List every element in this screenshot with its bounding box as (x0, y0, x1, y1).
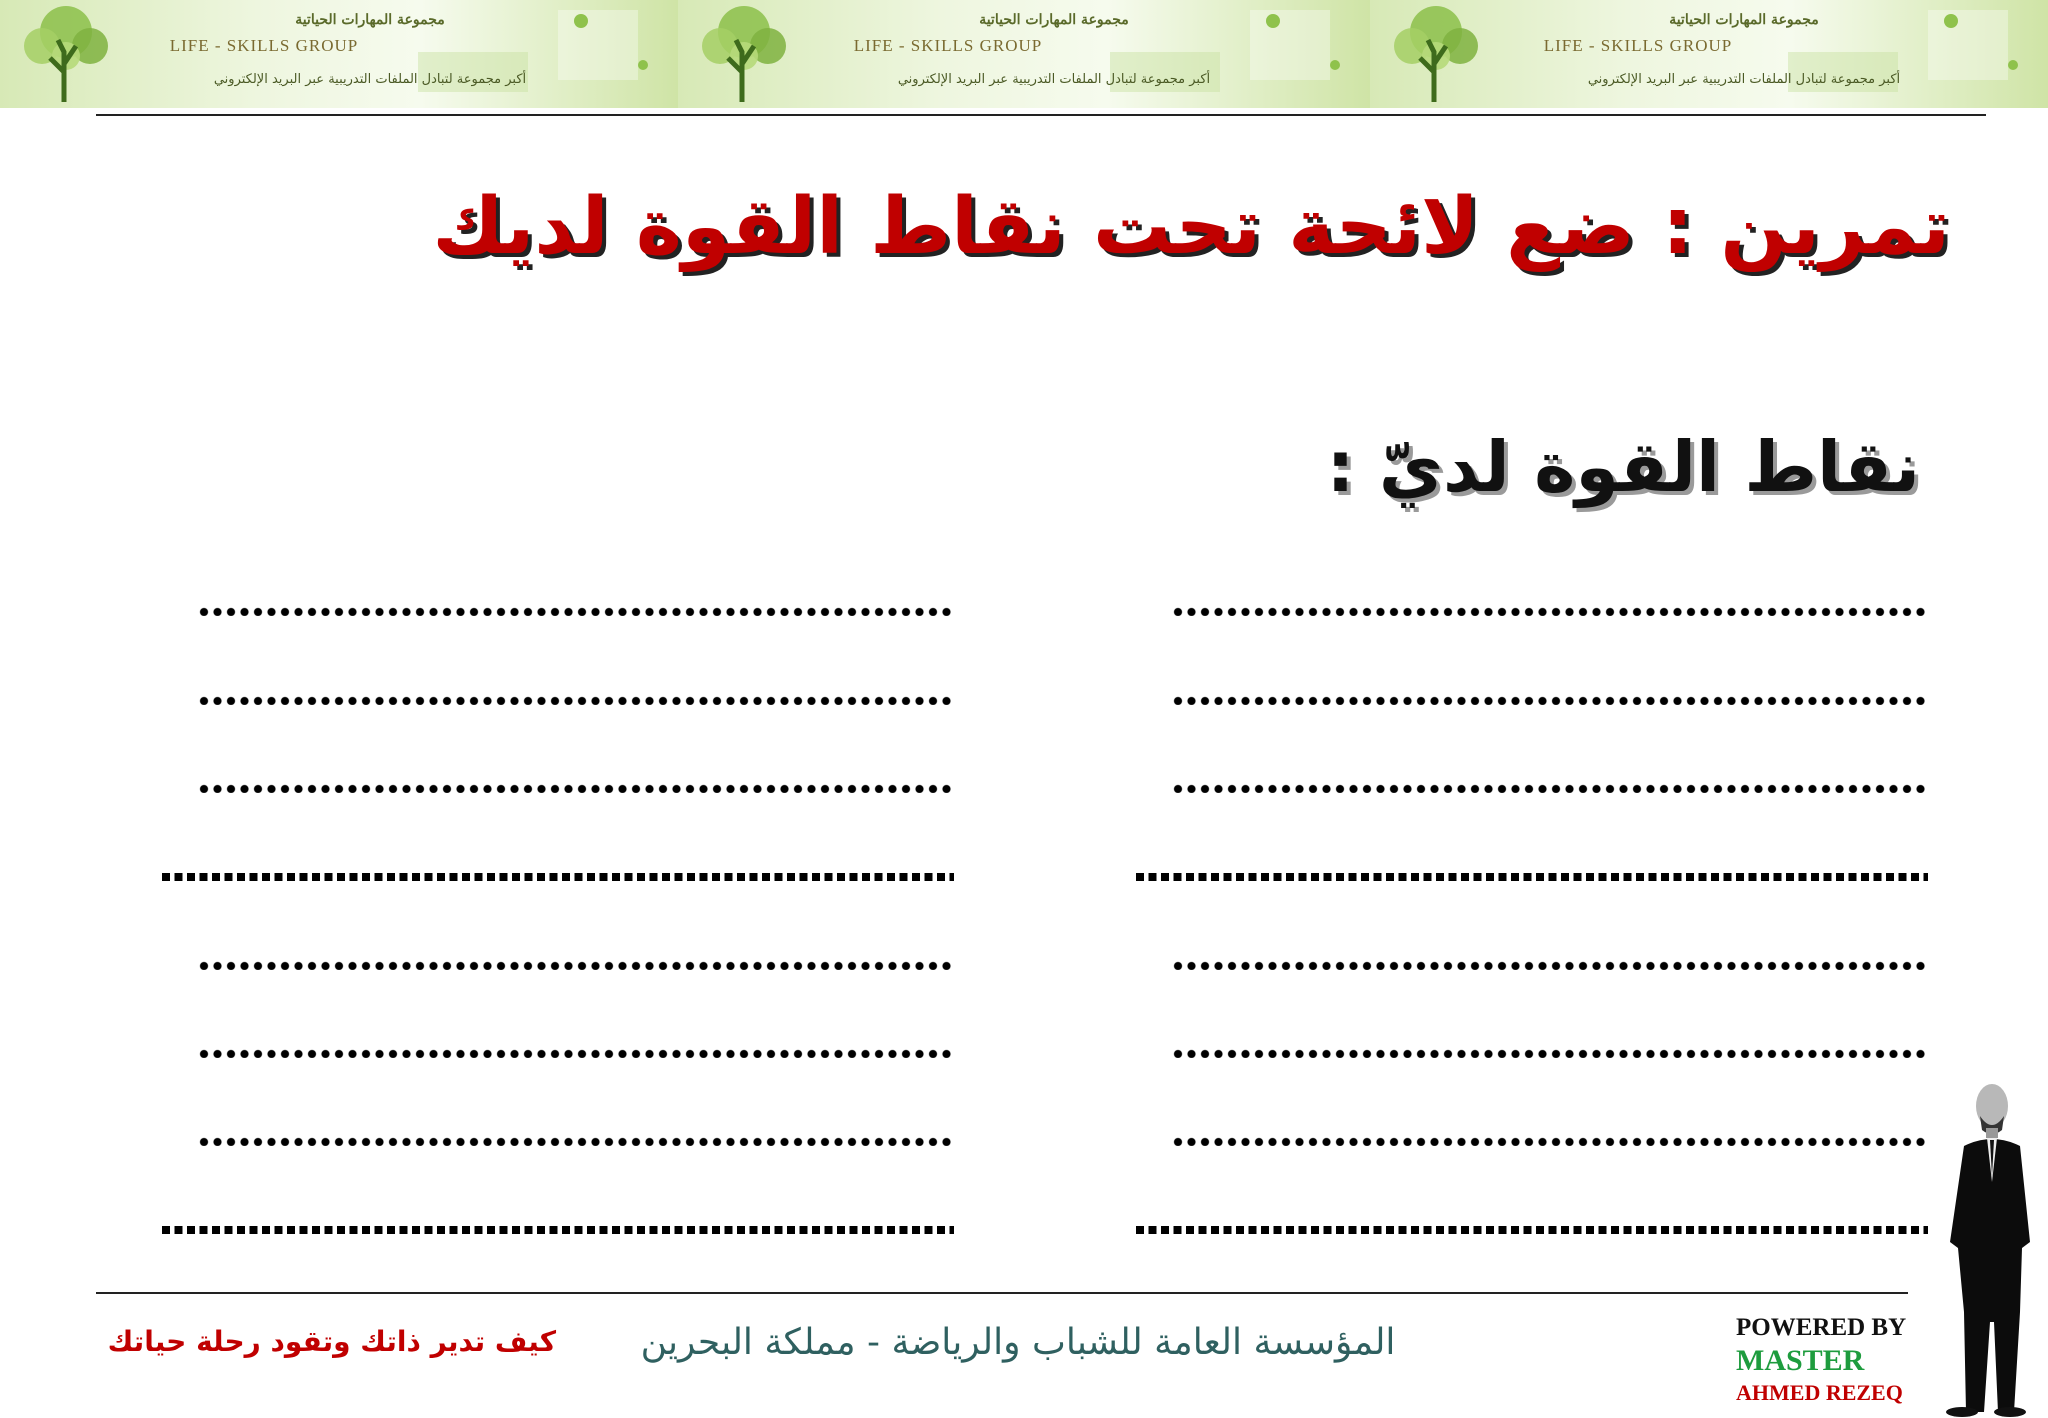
blank-line (162, 873, 954, 881)
blank-line (198, 695, 954, 705)
blank-line (162, 1226, 954, 1234)
banner-group-subtitle-ar: أكبر مجموعة لتبادل الملفات التدريبية عبر البريد الإلكتروني (1587, 72, 1901, 87)
blank-line (1172, 1136, 1928, 1146)
header-banner (678, 0, 1370, 108)
footer-organization: المؤسسة العامة للشباب والرياضة - مملكة البحرين (640, 1322, 1396, 1363)
blank-line (1172, 960, 1928, 970)
banner-group-title-en: LIFE - SKILLS GROUP (1543, 36, 1733, 55)
banner-group-title-ar: مجموعة المهارات الحياتية (1669, 12, 1819, 28)
blank-line (1172, 783, 1928, 793)
blank-line (198, 960, 954, 970)
header-banner (1370, 0, 2048, 108)
slide-subtitle: نقاط القوة لديّ : (1326, 426, 1920, 508)
slide-title: تمرين : ضع لائحة تحت نقاط القوة لديك (432, 182, 1950, 272)
tree-logo-icon (684, 2, 804, 106)
blank-line (1136, 1226, 1928, 1234)
presenter-silhouette-icon (1940, 1072, 2040, 1418)
author-name: AHMED REZEQ (1736, 1380, 1903, 1405)
tree-logo-icon (1376, 2, 1496, 106)
blank-line (1172, 695, 1928, 705)
footer-book-title: كيف تدير ذاتك وتقود رحلة حياتك (107, 1325, 556, 1358)
tree-logo-icon (6, 2, 126, 106)
blank-line (198, 783, 954, 793)
banner-group-subtitle-ar: أكبر مجموعة لتبادل الملفات التدريبية عبر البريد الإلكتروني (897, 72, 1211, 87)
powered-by-label: POWERED BY (1736, 1314, 1907, 1341)
blank-line (198, 606, 954, 616)
blank-line (1172, 606, 1928, 616)
banner-group-title-en: LIFE - SKILLS GROUP (169, 36, 359, 55)
blank-line (1136, 873, 1928, 881)
blank-line (198, 1048, 954, 1058)
bottom-divider (96, 1292, 1908, 1294)
top-divider (96, 114, 1986, 116)
master-label: MASTER (1736, 1344, 1865, 1377)
banner-group-subtitle-ar: أكبر مجموعة لتبادل الملفات التدريبية عبر البريد الإلكتروني (213, 72, 527, 87)
blank-line (198, 1136, 954, 1146)
header-banner-strip (0, 0, 2048, 108)
banner-group-title-ar: مجموعة المهارات الحياتية (295, 12, 445, 28)
header-banner (0, 0, 678, 108)
powered-by-block (1736, 1314, 1906, 1406)
banner-group-title-en: LIFE - SKILLS GROUP (853, 36, 1043, 55)
blank-line (1172, 1048, 1928, 1058)
banner-group-title-ar: مجموعة المهارات الحياتية (979, 12, 1129, 28)
